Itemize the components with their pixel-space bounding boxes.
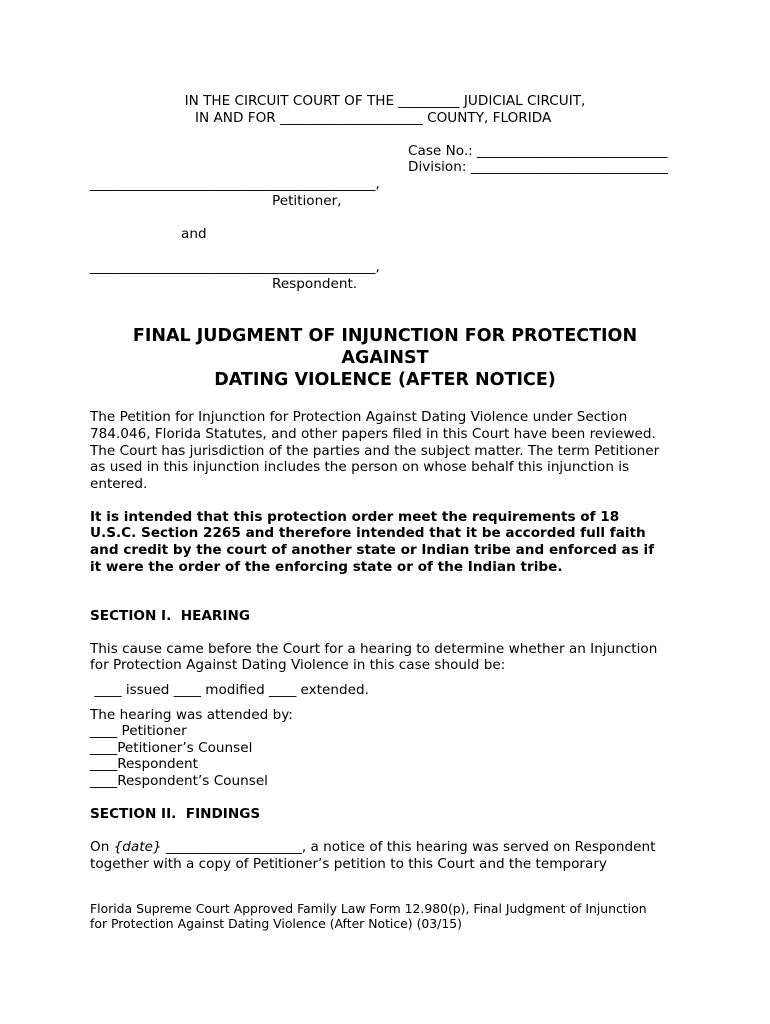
attendee-petitioner: ____ Petitioner xyxy=(90,723,187,739)
section-1-paragraph-line: This cause came before the Court for a hearing to determine whether an Injunction xyxy=(90,641,658,657)
respondent-label: Respondent. xyxy=(272,276,358,292)
attended-by-label: The hearing was attended by: xyxy=(90,707,293,723)
section-1-heading: SECTION I. HEARING xyxy=(90,608,250,624)
form-footer-line1: Florida Supreme Court Approved Family Law Form 12.980(p), Final Judgment of Injunction xyxy=(90,901,647,916)
section-1-paragraph-line: for Protection Against Dating Violence in this case should be: xyxy=(90,657,506,673)
court-header-line1: IN THE CIRCUIT COURT OF THE _________ JUDICIAL CIRCUIT, xyxy=(184,93,586,109)
full-faith-paragraph-line: It is intended that this protection order meet the requirements of 18 xyxy=(90,509,620,525)
respondent-name-line: __________________________________________, xyxy=(90,259,380,275)
full-faith-paragraph-line: U.S.C. Section 2265 and therefore intended that it be accorded full faith xyxy=(90,525,646,541)
intro-paragraph-line: 784.046, Florida Statutes, and other papers filed in this Court have been reviewed. xyxy=(90,426,656,442)
section-2-heading: SECTION II. FINDINGS xyxy=(90,806,261,822)
petitioner-label: Petitioner, xyxy=(272,193,342,209)
attendee-petitioner-counsel: ____Petitioner’s Counsel xyxy=(90,740,253,756)
on-label: On xyxy=(90,839,114,855)
document-title-line3: DATING VIOLENCE (AFTER NOTICE) xyxy=(214,370,556,390)
full-faith-paragraph-line: and credit by the court of another state or Indian tribe and enforced as if xyxy=(90,542,655,558)
intro-paragraph-line: as used in this injunction includes the person on whose behalf this injunction is xyxy=(90,459,630,475)
date-placeholder: {date} xyxy=(113,839,162,855)
form-footer-line2: for Protection Against Dating Violence (After Notice) (03/15) xyxy=(90,916,462,931)
attendee-respondent-counsel: ____Respondent’s Counsel xyxy=(90,773,268,789)
intro-paragraph-line: The Petition for Injunction for Protection Against Dating Violence under Section xyxy=(90,409,628,425)
document-title-line1: FINAL JUDGMENT OF INJUNCTION FOR PROTECTION xyxy=(132,326,638,346)
findings-line1 xyxy=(90,839,655,856)
intro-paragraph-line: The Court has jurisdiction of the parties and the subject matter. The term Petitioner xyxy=(90,443,660,459)
document-title-line2: AGAINST xyxy=(341,348,429,368)
case-number-field: Case No.: ____________________________ xyxy=(408,143,668,159)
full-faith-paragraph-line: it were the order of the enforcing state or of the Indian tribe. xyxy=(90,559,563,575)
findings-line1-rest: ____________________, a notice of this hearing was served on Respondent xyxy=(161,839,656,855)
hearing-type-options: ____ issued ____ modified ____ extended. xyxy=(90,682,369,698)
attendee-respondent: ____Respondent xyxy=(90,756,198,772)
division-field: Division: _____________________________ xyxy=(408,159,668,175)
petitioner-name-line: __________________________________________, xyxy=(90,176,380,192)
court-header-line2: IN AND FOR _____________________ COUNTY, FLORIDA xyxy=(195,110,552,126)
intro-paragraph-line: entered. xyxy=(90,476,148,492)
and-label: and xyxy=(181,226,207,242)
findings-line2: together with a copy of Petitioner’s petition to this Court and the temporary xyxy=(90,856,607,872)
